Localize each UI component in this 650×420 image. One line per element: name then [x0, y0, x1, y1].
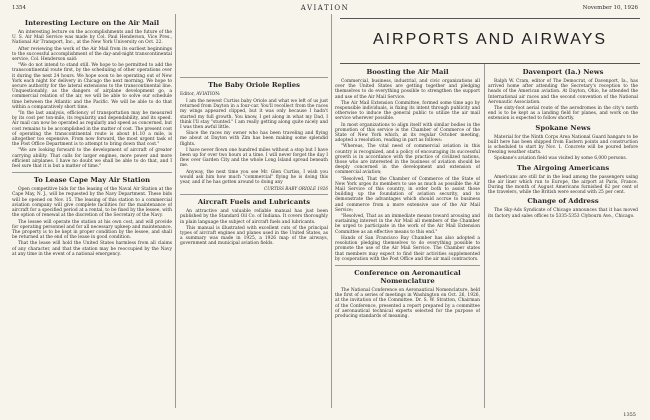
column-divider: [484, 64, 485, 408]
paragraph: Americans are still far in the lead among the passengers using the air liner which run to Europe, the airport at Paris, France. During the month of August Americans furnished 62 per cent of the travelers, while the British were second with 25 per cent.: [488, 174, 638, 196]
paragraph: Ralph W. Cram, editor of The Democrat, of Davenport, Ia., has arrived home after attending the Secretary's reception to the heads of the American aviation. At Dayton, Ohio, he attended the International air races and the second convention of the National Aeronautic Association.: [488, 79, 638, 105]
article-title: To Lease Cape May Air Station: [33, 176, 151, 185]
paragraph: I am the newest Curtiss baby Oriole and what we left of us just returned from Dayton in a four-car. You'll recollect from the races my wings appeared clipped, but it was only because I hadn't started my full growth. You know, I get along in what my Dad, I think I'll stay "stunted." I am really getting along quite nicely and I was then awful little.: [180, 99, 328, 131]
column-4: [488, 66, 638, 410]
page-number-right: 1355: [623, 412, 636, 418]
column-3: [335, 66, 480, 410]
section-rule: [12, 172, 172, 173]
paragraph: The lessee will operate the station at his own cost, and will provide for operating personnel and for all necessary upkeep and maintenance. The property is to be kept in proper condition by the lessee, and shall be returned at the end of the lease in good condition.: [12, 219, 172, 241]
paragraph: "We are looking forward to the development of aircraft of greater carrying ability. That calls for larger engines, more power and more efficient airplanes. I have no doubt we shall be able to do that, and I feel sure that it is but a matter of time.": [12, 148, 172, 170]
article-body: [488, 79, 638, 122]
paragraph: The Air Mail Extension Committee, formed some time ago by responsible individuals, is fixing its intent through publicity and otherwise to induce the general public to utilize the air mail service wherever possible.: [335, 100, 480, 122]
paragraph: "Whereas, The vital need of commercial aviation in this country is recognized, and a policy of encouraging its successful growth is in accordance with the practice of civilized nations, those who are interested in the business of aviation should be deeply concerned in the development and extension of commercial aviation;: [335, 144, 480, 176]
magazine-title: AVIATION: [300, 4, 350, 12]
column-2: [180, 17, 328, 410]
paragraph: An attractive and valuable reliable manual has just been published by the Standard Oil Co. of Indiana. It covers thoroughly in plain language the subject of aircraft fuels and lubricants.: [180, 209, 328, 225]
article-title: Boosting the Air Mail: [366, 68, 449, 76]
paragraph: Anyway, the next time you see Mr. Glen Curtiss, I wish you would ask him how much "commercial" flying he is doing this year, and if he has gotten around to doing any: [180, 169, 328, 186]
section-rule: [180, 194, 328, 195]
article-body: [488, 175, 638, 196]
section-banner-title: AIRPORTS AND AIRWAYS: [372, 31, 608, 48]
paragraph: Open competitive bids for the leasing of the Naval Air Station at the Cape May, N. J., will be requested by the Navy Department. These bids will be opened on Nov. 15. The leasing of this station to a commercial aviation company will give complete facilities for the maintenance of aircraft for a specified period at a rental, to be fixed by the lessee, with the option of renewal at the discretion of the Secretary of the Navy.: [12, 187, 172, 219]
paragraph: "In the last analysis, efficiency of transportation may be measured by its cost per ton-mile, its regularity and dependability, and its speed. Air mail can now be operated as regularly and speed as concerned, but cost remains to be accomplished in the matter of cost. The present cost of operating the transcontinental route is about $1.10 a mile, is altogether too expensive. From now forward, the most urgent task of the Post Office Department is to attempt to bring down that cost.": [12, 111, 172, 148]
article-title: The Airgoing Americans: [516, 163, 610, 172]
article-body: [12, 30, 172, 169]
section-rule: [180, 77, 328, 78]
article-title: Davenport (Ia.) News: [522, 68, 604, 76]
article-title: Change of Address: [527, 197, 599, 206]
article-title: The Baby Oriole Replies: [208, 81, 300, 89]
article-body: [488, 135, 638, 162]
article-body: [335, 288, 480, 319]
page-header: [12, 5, 638, 17]
paragraph: In most organizations to align itself with similar bodies in the promotion of this service is the Chamber of Commerce of the State of New York which, at its regular October meeting, adopted a resolution, reading in part as follows:: [335, 122, 480, 144]
paragraph: That the lease will hold the United States harmless from all claims of any character, and that the station may be reoccupied by the Navy at any time in the event of a national emergency.: [12, 241, 172, 257]
paragraph: Material for the Ninth Corps Area National Guard hangars to be built here has been shipped from Eastern points and construction is scheduled to start by Nov. 1. Concrete will be poured before freezing weather starts.: [488, 134, 638, 156]
letter-salutation: Editor, AVIATION:: [180, 92, 221, 97]
column-1: [12, 17, 172, 410]
page-number-left: 1354: [12, 5, 26, 11]
article-body: [12, 187, 172, 257]
paragraph: "Resolved, That the Chamber of Commerce of the State of New York urges its members to use as much as possible the Air Mail Service of this country, in order both to assist those building up the foundation of aviation security, and to demonstrate the advantages which should accrue to business and commerce from a more extensive use of the Air Mail Service;: [335, 176, 480, 213]
paragraph: After reviewing the work of the Air Mail from its earliest beginnings to the successful accomplishment of the day-and-night transcontinental service, Col. Henderson said:: [12, 46, 172, 63]
letter-signature: CURTISS BABY ORIOLE 1926: [264, 186, 328, 192]
paragraph: Spokane's aviation field was visited by some 6,000 persons.: [494, 156, 628, 162]
section-rule: [335, 265, 480, 266]
section-banner: [340, 18, 640, 64]
paragraph: Since the races my owner who has been traveling and flying me about at Dayton with Zim has been making some splendid flights.: [180, 131, 328, 147]
paragraph: "We do not intend to stand still. We hope to be permitted to add the transcontinental route first, by the scheduling of other operations over it during the next 24 hours. We hope soon to be operating out of New York each night for delivery in Chicago the next morning. We hope to secure authority for the lateral extensions to the transcontinental line. Unquestionably, as the dangers of airplane development go, a commercial relation of the air, we will be able to solve our schedule time between the Atlantic and the Pacific. We will be able to do that within a comparatively short time.: [12, 63, 172, 110]
paragraph: This manual is illustrated with excellent cuts of the principal types of aircraft engines and planes used in the United States, as a summary was made in 1925, a 1926 map of the airways, government and municipal aviation fields.: [180, 225, 328, 247]
paragraph: The National Conference on Aeronautical Nomenclature, held the first of a series of meetings in Washington on Oct. 26, 1926, at the invitation of the Committee. Dr. S. W. Stratton, Chairman of the Conference, presented a report prepared by a committee of aeronautical technical experts selected for the purpose of producing standards of meaning.: [335, 287, 480, 319]
column-divider: [331, 14, 332, 408]
article-title: Aircraft Fuels and Lubricants: [197, 198, 311, 207]
article-title: Conference on Aeronautical Nomenclature: [354, 268, 461, 285]
paragraph: The sixty-foot aerial route of the aerodromes in the city's north end is to be kept as a landing field for planes, and work on the extension is expected to follow shortly.: [488, 106, 638, 122]
paragraph: Commercial, business, industrial, and civic organizations all over the United States are getting together and pledging themselves to do everything possible to strengthen the support and use of the Air Mail Service.: [335, 79, 480, 100]
paragraph: The Sky-Ads Syndicate of Chicago announces that it has moved its factory and sales offices to 5335-5353 Clybourn Ave., Chicago.: [488, 208, 638, 219]
paragraph: I have never flown one hundred miles without a stop but I have been up for over two hours at a time. I will never forget the day I flew over Garden City and the whole Long Island spread beneath me.: [180, 147, 328, 169]
paragraph: An interesting lecture on the accomplishments and the future of the U. S. Air Mail Service was made by Col. Paul Henderson, Vice Pres., National Air Transport, Inc., at the New York University on Oct. 22.: [12, 30, 172, 46]
paragraph: "Resolved, That as an immediate means toward arousing and sustaining interest in the Air Mail all members of the Chamber be urged to participate in the work of the Air Mail Extension Committee as an effective means to this end.": [335, 214, 480, 235]
article-body: [335, 79, 480, 262]
paragraph: Hands of San Francisco Bay Chamber has also adopted a resolution pledging themselves to do everything possible to promote the use of the Air Mail Service. The Chamber states that members may expect to find their activities supplemented by cooperation with the Post Office and the air mail contractors.: [335, 235, 480, 262]
article-body: [180, 99, 328, 185]
article-body: [180, 209, 328, 246]
issue-date: November 10, 1926: [582, 5, 638, 11]
article-body: [488, 208, 638, 218]
article-title: Interesting Lecture on the Air Mail: [24, 19, 160, 27]
column-divider: [175, 14, 176, 408]
article-title: Spokane News: [535, 123, 591, 132]
